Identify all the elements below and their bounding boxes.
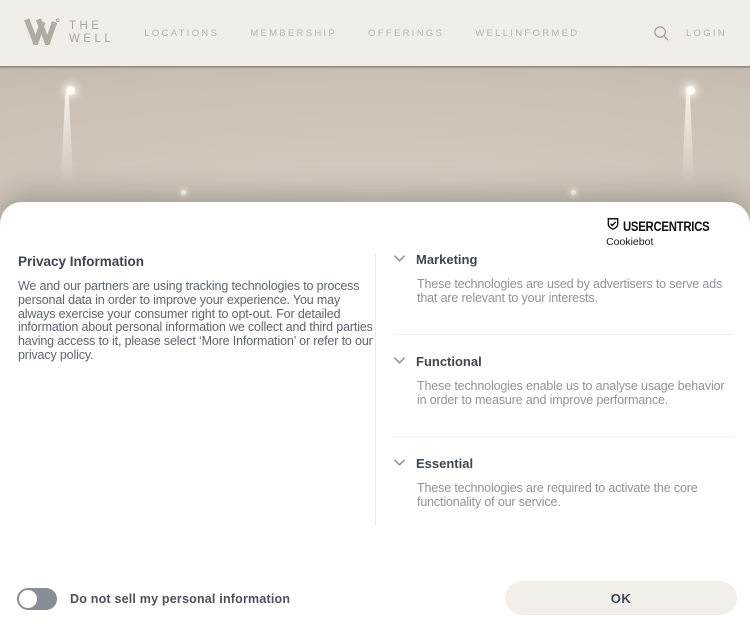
header-actions — [653, 0, 727, 66]
toggle-knob[interactable] — [19, 590, 37, 608]
nav-item-membership[interactable]: MEMBERSHIP — [250, 27, 338, 39]
site-header — [0, 0, 750, 66]
light-beam-left — [58, 93, 76, 185]
nav-item-wellinformed[interactable]: WELLINFORMED — [475, 27, 580, 39]
wall-sconce-left-icon — [181, 190, 186, 195]
category-essential — [393, 454, 734, 509]
category-functional — [393, 352, 734, 437]
chevron-down-icon[interactable] — [393, 352, 406, 370]
category-essential-header[interactable] — [393, 454, 734, 472]
do-not-sell-label: Do not sell my personal information — [70, 592, 291, 606]
category-functional-header[interactable] — [393, 352, 734, 370]
category-title[interactable]: Marketing — [416, 251, 478, 267]
consent-categories — [393, 250, 734, 509]
privacy-information-panel — [18, 254, 374, 363]
category-description: These technologies are required to activate the core functionality of our service. — [417, 481, 698, 509]
well-w-logo-icon — [24, 17, 60, 50]
category-marketing — [393, 250, 734, 335]
privacy-body-text: We and our partners are using tracking technologies to process personal data in order to improve your experience. You may always exercise your consumer right to opt-out. For detailed information about personal information we collect and third parties having access to it, please select ‘More Information’ or refer to our privacy policy. — [18, 279, 373, 362]
logo-line-well: WELL — [69, 33, 115, 45]
search-icon[interactable] — [653, 25, 670, 42]
nav-item-locations[interactable]: LOCATIONS — [144, 27, 220, 39]
ok-button[interactable]: OK — [505, 581, 737, 615]
category-title[interactable]: Functional — [416, 353, 482, 369]
category-marketing-header[interactable] — [393, 250, 734, 268]
category-description: These technologies are used by advertisers to serve ads that are relevant to your interests. — [417, 277, 723, 305]
nav-item-offerings[interactable]: OFFERINGS — [368, 27, 445, 39]
chevron-down-icon[interactable] — [393, 250, 406, 268]
category-description: These technologies enable us to analyse usage behavior in order to measure and improve performance. — [417, 379, 725, 407]
usercentrics-shield-icon — [606, 217, 620, 236]
column-divider — [375, 253, 376, 525]
dialog-footer — [0, 570, 750, 628]
do-not-sell-toggle[interactable] — [17, 588, 57, 610]
usercentrics-branding[interactable] — [606, 217, 726, 248]
logo-line-the: THE — [69, 20, 103, 32]
light-beam-right — [679, 93, 697, 185]
cookie-consent-dialog — [0, 202, 750, 628]
logo-wordmark — [69, 20, 114, 46]
usercentrics-name: USERCENTRICS — [623, 219, 710, 234]
wall-sconce-right-icon — [571, 190, 576, 195]
privacy-title: Privacy Information — [18, 254, 145, 269]
category-title[interactable]: Essential — [416, 455, 474, 471]
main-nav — [144, 28, 579, 39]
chevron-down-icon[interactable] — [393, 454, 406, 472]
the-well-logo[interactable] — [24, 17, 114, 50]
cookiebot-name: Cookiebot — [606, 236, 654, 248]
login-link[interactable]: LOGIN — [685, 27, 727, 39]
